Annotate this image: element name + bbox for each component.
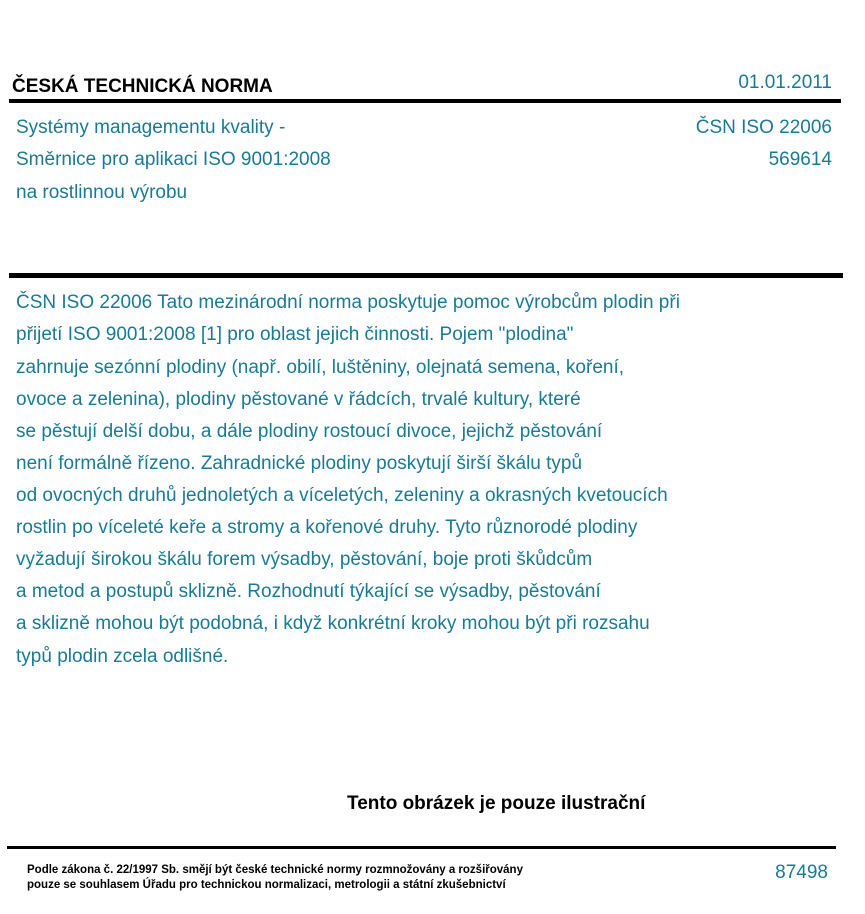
title-line-3: na rostlinnou výrobu [16,182,188,203]
abstract-line: od ovocných druhů jednoletých a víceletých, zeleniny a okrasných kvetoucích [16,485,668,506]
top-divider [9,99,841,103]
illustration-note: Tento obrázek je pouze ilustrační [347,793,646,814]
abstract-line: vyžadují širokou škálu forem výsadby, pěstování, boje proti škůdcům [16,549,593,570]
middle-divider [9,273,843,278]
standard-heading: ČESKÁ TECHNICKÁ NORMA [12,76,273,97]
abstract-line: se pěstují delší dobu, a dále plodiny rostoucí divoce, jejichž pěstování [16,421,603,442]
title-line-1: Systémy managementu kvality - [16,117,286,138]
footer-legal-line-1: Podle zákona č. 22/1997 Sb. smějí být české technické normy rozmnožovány a rozšiřovány [27,864,523,876]
abstract-line: zahrnuje sezónní plodiny (např. obilí, luštěniny, olejnatá semena, koření, [16,357,625,378]
standard-code: ČSN ISO 22006 [695,117,832,138]
abstract-line: typů plodin zcela odlišné. [16,646,229,667]
abstract-line: a sklizně mohou být podobná, i když konkrétní kroky mohou být při rozsahu [16,613,650,634]
abstract-line: není formálně řízeno. Zahradnické plodiny poskytují širší škálu typů [16,453,583,474]
abstract-line: ČSN ISO 22006 Tato mezinárodní norma poskytuje pomoc výrobcům plodin při [16,292,680,313]
footer-number: 87498 [775,862,828,883]
title-line-2: Směrnice pro aplikaci ISO 9001:2008 [16,149,331,170]
abstract-line: a metod a postupů sklizně. Rozhodnutí týkající se výsadby, pěstování [16,581,601,602]
bottom-divider [7,846,836,849]
footer-legal-line-2: pouze se souhlasem Úřadu pro technickou normalizaci, metrologii a státní zkušebnictví [27,879,506,891]
catalog-number: 569614 [768,149,832,170]
abstract-line: ovoce a zelenina), plodiny pěstované v řádcích, trvalé kultury, které [16,389,581,410]
abstract-line: rostlin po víceleté keře a stromy a kořenové druhy. Tyto různorodé plodiny [16,517,638,538]
abstract-line: přijetí ISO 9001:2008 [1] pro oblast jejich činnosti. Pojem "plodina" [16,324,574,345]
standard-date: 01.01.2011 [738,72,832,93]
